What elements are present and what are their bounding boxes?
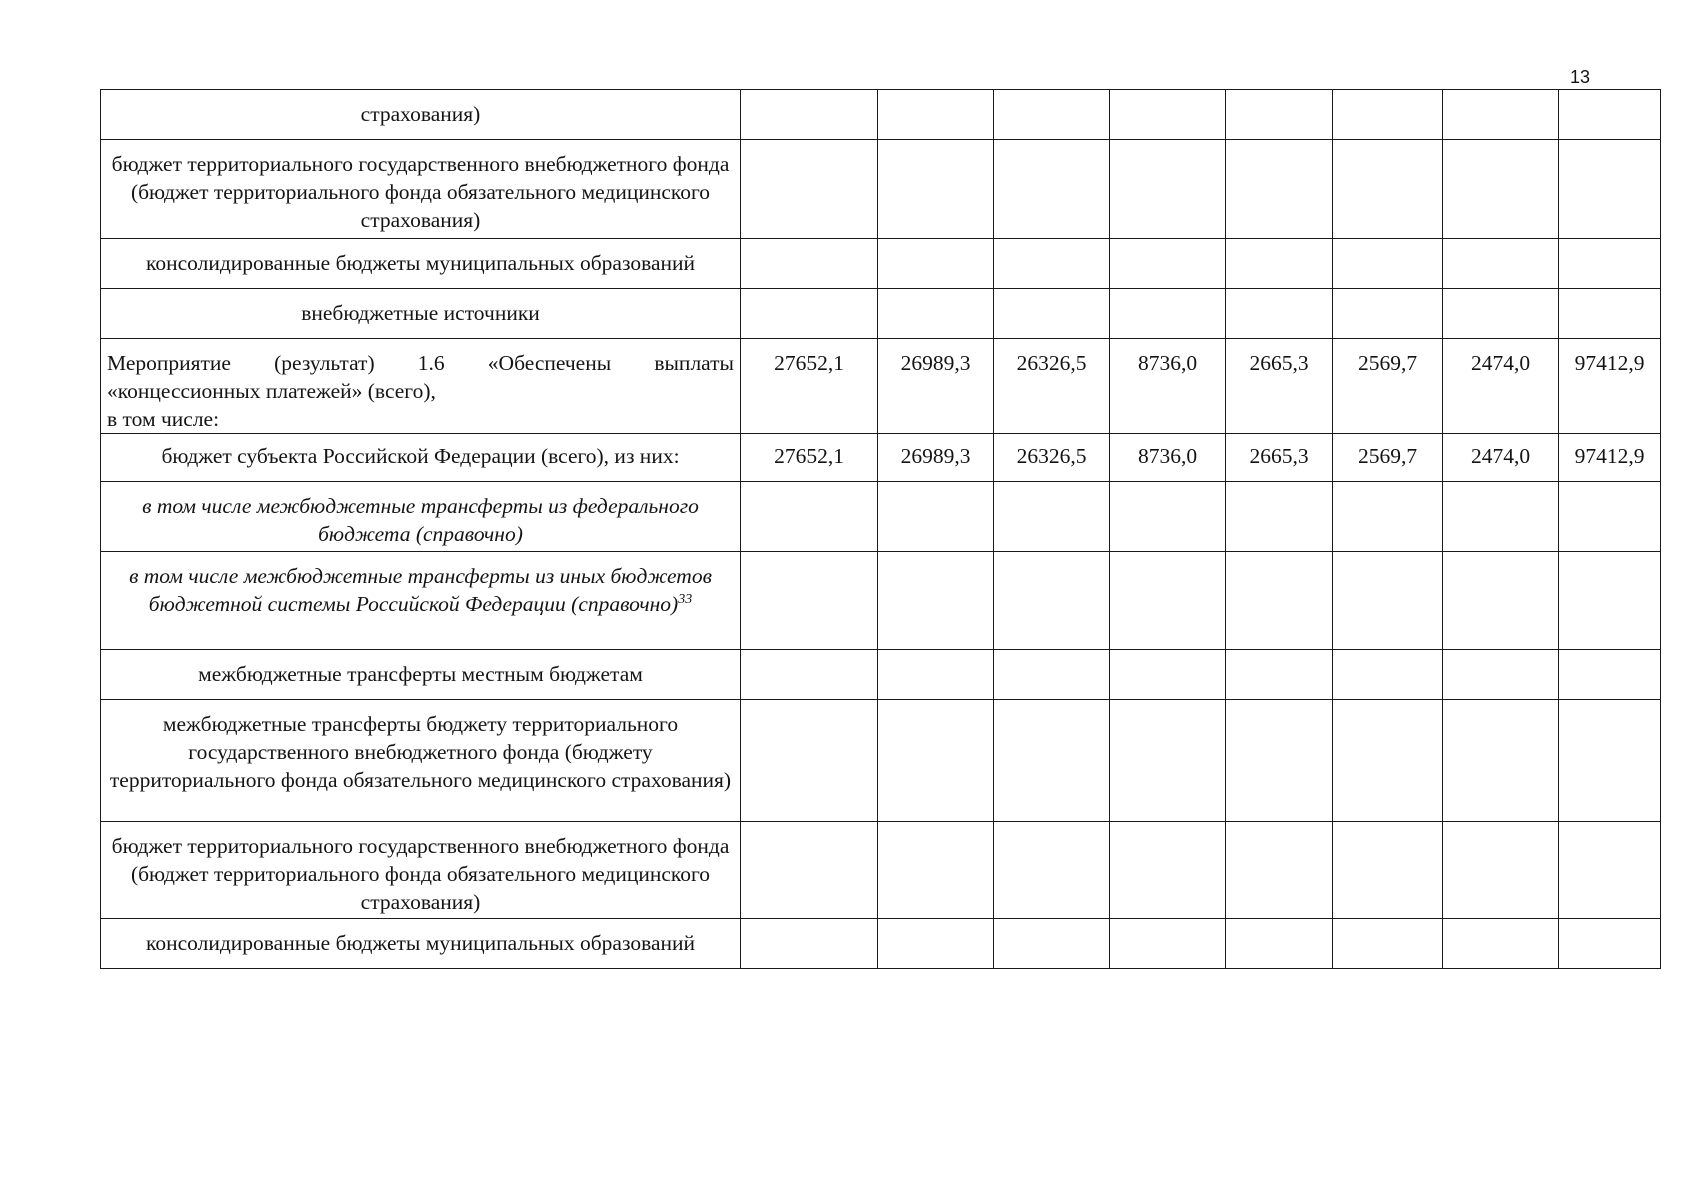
table-row [101,289,1661,339]
value-cell: 27652,1 [741,434,878,482]
value-cell [1559,239,1661,289]
value-cell [994,90,1110,140]
value-cell [1333,700,1443,822]
row-label-text: внебюджетные источники [301,301,540,325]
row-label-text: в том числе межбюджетные трансферты из иных бюджетов бюджетной системы Российской Федерации (справочно) [129,564,712,616]
value-cell [1333,482,1443,552]
table-row [101,700,1661,822]
budget-table [100,89,1661,969]
value-cell: 2474,0 [1443,339,1559,434]
value-cell: 26989,3 [878,434,994,482]
row-label-line: Мероприятие (результат) 1.6 «Обеспечены выплаты [107,351,734,375]
value-cell [1443,90,1559,140]
value-cell [1226,650,1333,700]
value-cell [878,239,994,289]
row-label [101,239,741,289]
value-cell [878,90,994,140]
value-cell [1226,482,1333,552]
value-cell [1559,140,1661,239]
value-cell [994,650,1110,700]
footnote-mark: 33 [678,591,693,607]
value-cell [1559,919,1661,969]
row-label [101,700,741,822]
value-cell: 26989,3 [878,339,994,434]
row-label [101,434,741,482]
value-cell [741,289,878,339]
value-cell [878,919,994,969]
row-label-text: бюджет субъекта Российской Федерации (всего), из них: [161,444,680,468]
table-row [101,482,1661,552]
value-cell [1443,140,1559,239]
row-label-text: межбюджетные трансферты местным бюджетам [198,662,643,686]
value-cell [878,140,994,239]
value-cell [1443,239,1559,289]
value-cell [1110,482,1226,552]
row-label [101,289,741,339]
value-cell [1333,90,1443,140]
value-cell [994,140,1110,239]
value-cell [741,239,878,289]
row-label [101,552,741,650]
value-cell [994,822,1110,919]
value-cell [741,140,878,239]
row-label-text: страхования) [360,102,481,126]
row-label [101,90,741,140]
row-label-text: в том числе межбюджетные трансферты из федерального бюджета (справочно) [142,494,699,546]
value-cell: 27652,1 [741,339,878,434]
value-cell [1443,822,1559,919]
value-cell [1559,482,1661,552]
value-cell [1333,919,1443,969]
row-label [101,919,741,969]
table-row [101,552,1661,650]
value-cell [741,700,878,822]
row-label [101,822,741,919]
value-cell [878,482,994,552]
row-label-text: бюджет территориального государственного внебюджетного фонда (бюджет территориального фонда обязательного медицинского страхования) [111,834,730,914]
table-row [101,140,1661,239]
value-cell [1559,552,1661,650]
value-cell [878,822,994,919]
value-cell: 97412,9 [1559,434,1661,482]
value-cell [1110,90,1226,140]
value-cell [1110,289,1226,339]
value-cell [1110,650,1226,700]
value-cell [1110,552,1226,650]
value-cell [994,552,1110,650]
value-cell [1226,90,1333,140]
table-row [101,90,1661,140]
value-cell: 8736,0 [1110,339,1226,434]
value-cell [1226,239,1333,289]
value-cell: 2474,0 [1443,434,1559,482]
value-cell: 2665,3 [1226,339,1333,434]
value-cell [994,239,1110,289]
value-cell [878,650,994,700]
value-cell [994,700,1110,822]
value-cell [994,919,1110,969]
row-label-line: в том числе: [107,407,220,431]
row-label-text: бюджет территориального государственного внебюджетного фонда (бюджет территориального фонда обязательного медицинского страхования) [111,152,730,232]
table-row [101,239,1661,289]
row-label [101,482,741,552]
page-number: 13 [1570,67,1591,87]
value-cell [1559,650,1661,700]
value-cell [1333,650,1443,700]
value-cell [1110,140,1226,239]
value-cell [741,650,878,700]
table-row [101,339,1661,434]
row-label-text: межбюджетные трансферты бюджету территориального государственного внебюджетного фонда (бюджету территориального фонда обязательного медицинского страхования) [109,712,732,792]
value-cell: 26326,5 [994,434,1110,482]
value-cell [1110,822,1226,919]
table-row [101,822,1661,919]
value-cell [1443,700,1559,822]
value-cell [1559,90,1661,140]
row-label-line: «концессионных платежей» (всего), [107,379,436,403]
value-cell [1559,822,1661,919]
value-cell [741,552,878,650]
value-cell [994,482,1110,552]
value-cell [1226,700,1333,822]
value-cell [994,289,1110,339]
value-cell [741,482,878,552]
value-cell [1226,289,1333,339]
value-cell [878,289,994,339]
value-cell [741,822,878,919]
value-cell [1333,552,1443,650]
value-cell [1110,919,1226,969]
value-cell [1443,650,1559,700]
value-cell [1333,289,1443,339]
table-row [101,434,1661,482]
value-cell: 2665,3 [1226,434,1333,482]
value-cell [1333,140,1443,239]
value-cell [1443,919,1559,969]
value-cell [1226,919,1333,969]
value-cell: 97412,9 [1559,339,1661,434]
row-label-text: консолидированные бюджеты муниципальных образований [145,251,696,275]
row-label [101,650,741,700]
value-cell [1443,482,1559,552]
value-cell [1333,822,1443,919]
value-cell [1110,239,1226,289]
value-cell [1443,552,1559,650]
value-cell [878,700,994,822]
value-cell: 26326,5 [994,339,1110,434]
row-label [101,140,741,239]
row-label-text: консолидированные бюджеты муниципальных образований [145,931,696,955]
value-cell: 8736,0 [1110,434,1226,482]
value-cell [741,919,878,969]
value-cell [1226,822,1333,919]
value-cell [1559,700,1661,822]
value-cell [1333,239,1443,289]
value-cell: 2569,7 [1333,339,1443,434]
value-cell [1443,289,1559,339]
value-cell [741,90,878,140]
value-cell [1110,700,1226,822]
value-cell [1226,140,1333,239]
table-row [101,650,1661,700]
value-cell [878,552,994,650]
row-label [101,339,741,434]
table-row [101,919,1661,969]
value-cell [1559,289,1661,339]
value-cell [1226,552,1333,650]
value-cell: 2569,7 [1333,434,1443,482]
